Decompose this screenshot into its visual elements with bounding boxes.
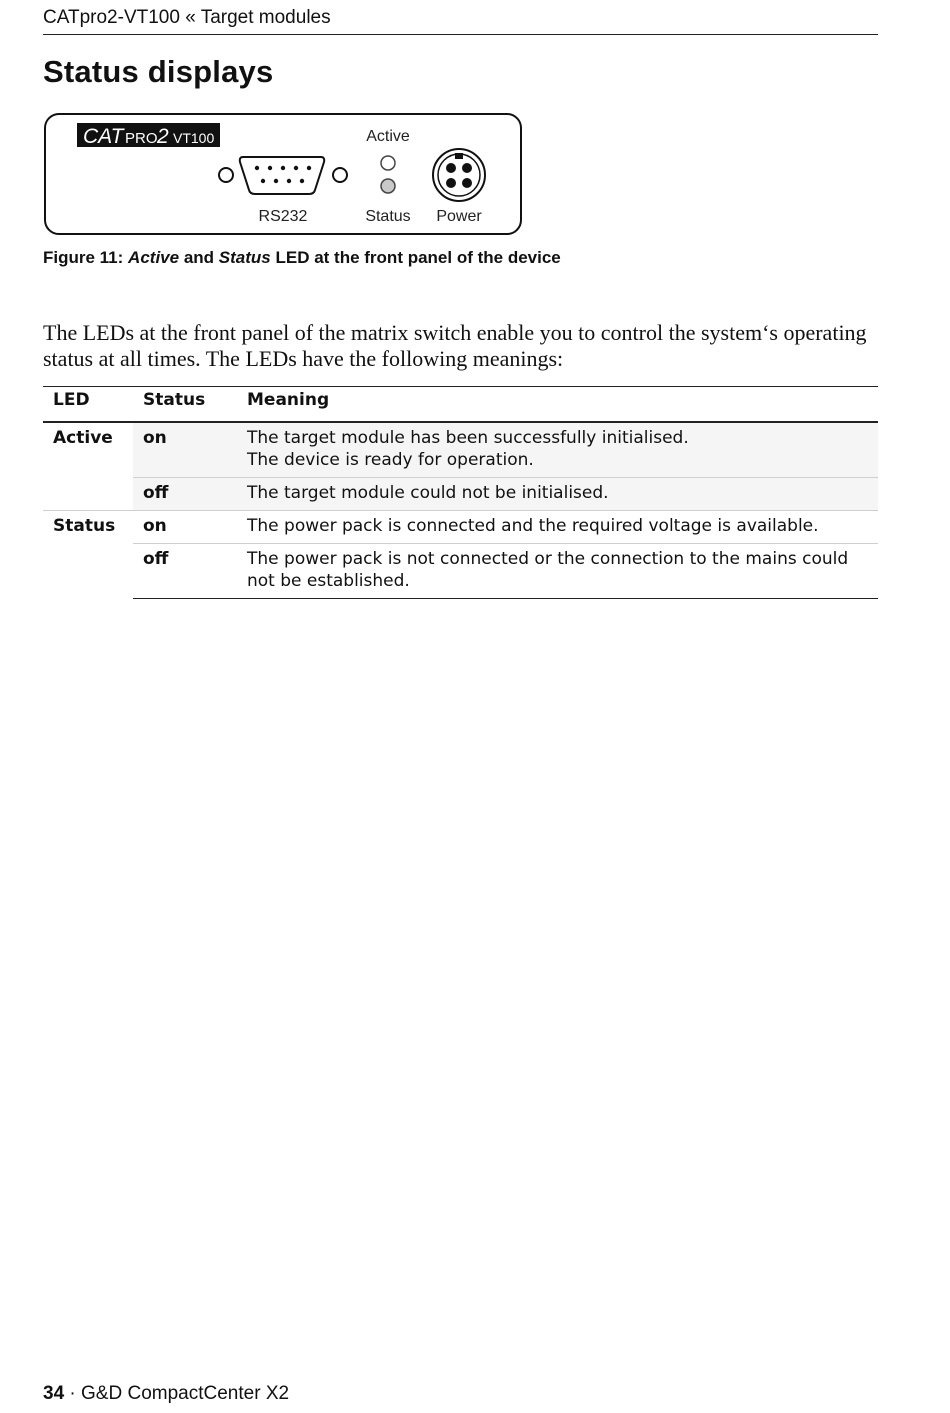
status-led-icon [381, 179, 395, 193]
rs232-screw-left-icon [219, 168, 233, 182]
active-led-label: Active [366, 128, 410, 145]
power-label: Power [436, 208, 482, 225]
logo-cat-text: CAT [83, 125, 124, 148]
section-title: Status displays [43, 54, 274, 89]
running-header [43, 6, 878, 35]
state-cell: on [133, 422, 237, 478]
header-led: LED [43, 387, 133, 423]
page-footer [43, 1383, 289, 1405]
led-meaning-table [43, 386, 878, 599]
rs232-connector-icon [240, 157, 324, 194]
figure-prefix: Figure 11: [43, 248, 124, 267]
running-header-title: CATpro2-VT100 « Target modules [43, 7, 331, 28]
table-row [43, 544, 878, 599]
logo-model-text: VT100 [173, 130, 215, 146]
intro-paragraph: The LEDs at the front panel of the matrix switch enable you to control the system‘s operating status at all times. The LEDs have the following meanings: [43, 320, 867, 371]
meaning-line: The target module has been successfully initialised. [247, 428, 689, 448]
meaning-cell [237, 422, 878, 478]
logo-pro-text: PRO [125, 130, 158, 147]
state-cell: off [133, 544, 237, 599]
logo-2-text: 2 [157, 125, 169, 148]
table-row [43, 422, 878, 478]
meaning-cell: The target module could not be initialised. [237, 478, 878, 511]
header-meaning: Meaning [237, 387, 878, 423]
table-row [43, 511, 878, 544]
led-active-cell: Active [43, 422, 133, 511]
figure-term-active: Active [128, 248, 180, 267]
figure-term-status: Status [218, 248, 271, 267]
front-panel-illustration [43, 112, 523, 238]
rs232-screw-right-icon [333, 168, 347, 182]
table-header-row [43, 387, 878, 423]
status-led-label: Status [365, 208, 411, 225]
figure-caption [43, 248, 561, 268]
state-cell: on [133, 511, 237, 544]
meaning-line: The device is ready for operation. [247, 450, 534, 470]
figure-and: and [183, 248, 215, 267]
led-status-cell: Status [43, 511, 133, 599]
page-number: 34 [43, 1383, 65, 1404]
footer-separator: · [64, 1383, 82, 1404]
table-row [43, 478, 878, 511]
header-status: Status [133, 387, 237, 423]
meaning-cell: The power pack is not connected or the connection to the mains could not be established. [237, 544, 878, 599]
rs232-label: RS232 [258, 208, 308, 225]
state-cell: off [133, 478, 237, 511]
footer-product: G&D CompactCenter X2 [81, 1383, 290, 1404]
meaning-cell: The power pack is connected and the required voltage is available. [237, 511, 878, 544]
active-led-icon [381, 156, 395, 170]
figure-rest: LED at the front panel of the device [275, 248, 561, 267]
